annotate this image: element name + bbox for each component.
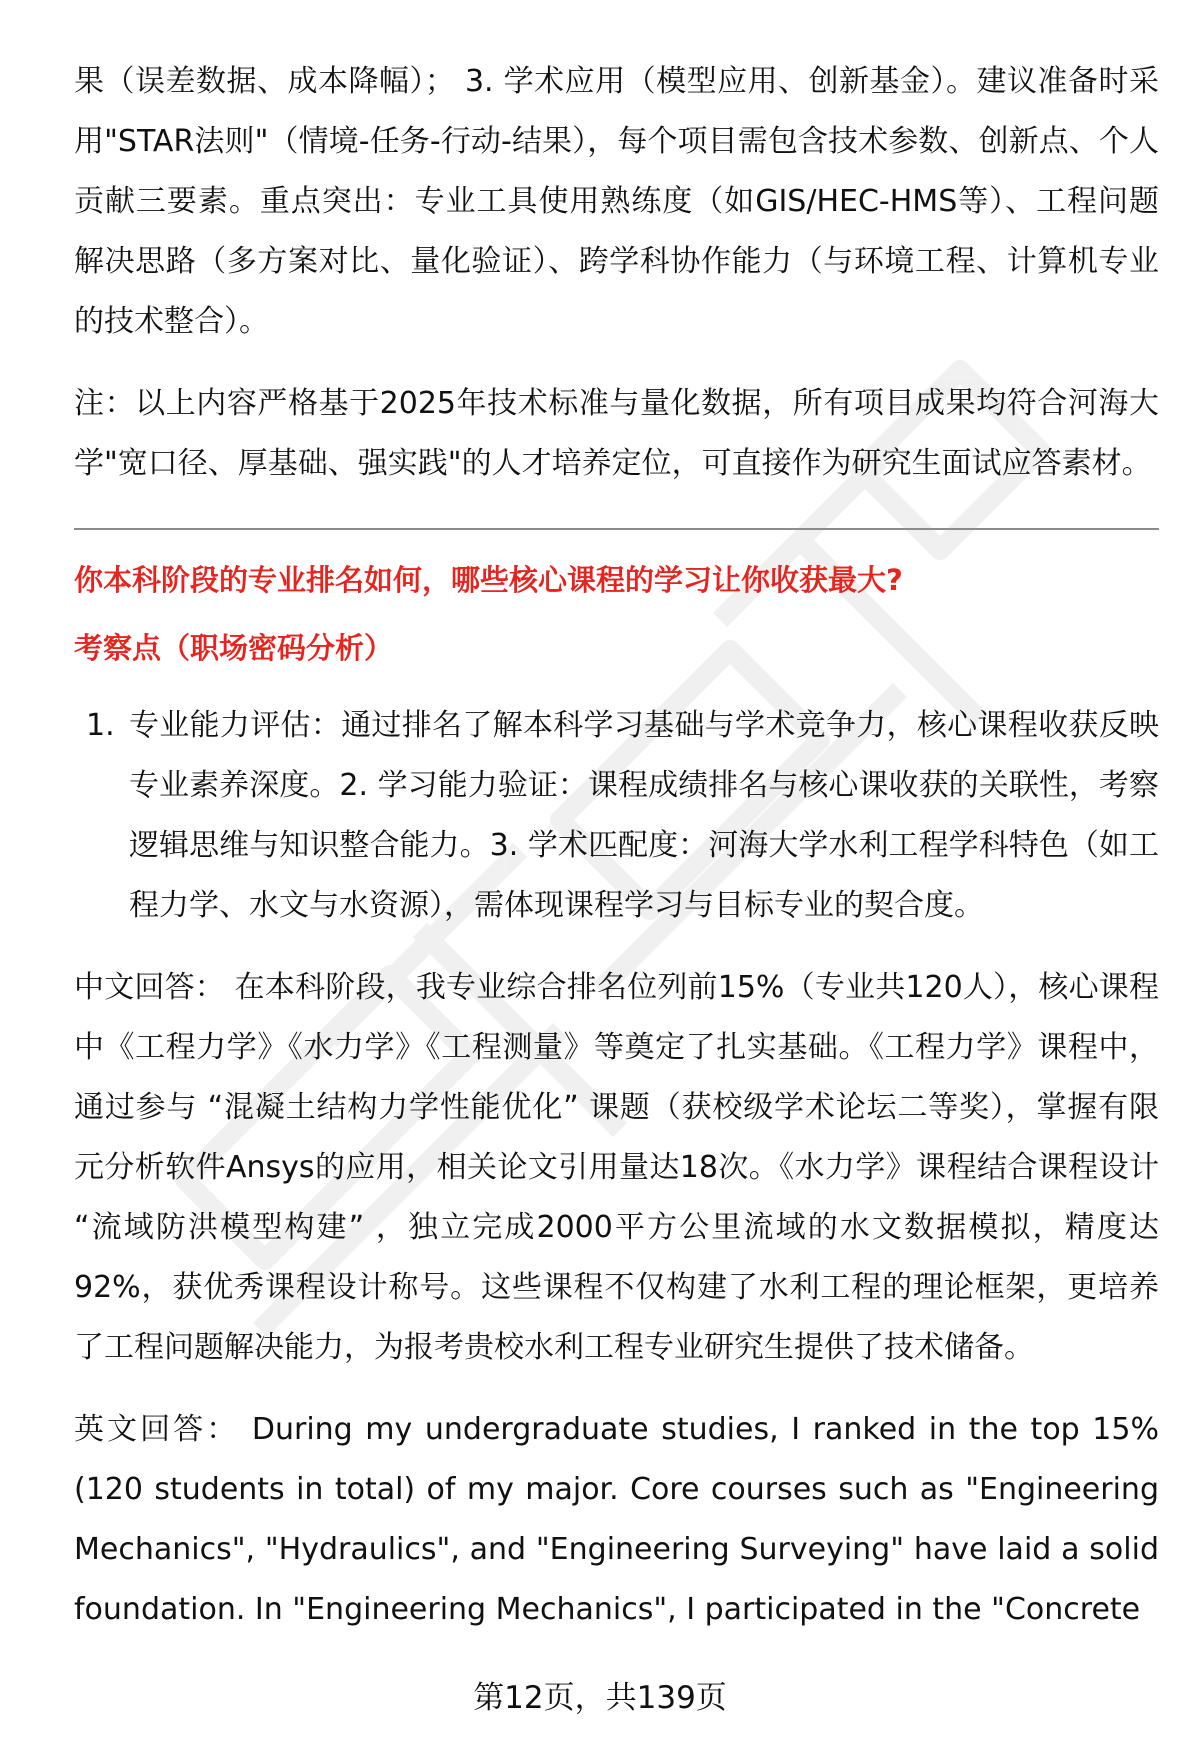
exam-point-heading: 考察点（职场密码分析） (74, 631, 394, 665)
question-heading: 你本科阶段的专业排名如何，哪些核心课程的学习让你收获最大? (74, 563, 903, 597)
intro-paragraph: 果（误差数据、成本降幅）； 3. 学术应用（模型应用、创新基金）。建议准备时采用"STAR法则"（情境-任务-行动-结果），每个项目需包含技术参数、创新点、个人贡献三要素。重点突出：专业工具使用熟练度（如GIS/HEC-HMS等）、工程问题解决思路（多方案对比、量化验证）、跨学科协作能力（与环境工程、计算机专业的技术整合）。 (74, 64, 1159, 339)
list-number: 1. (86, 708, 115, 743)
english-answer-paragraph: 英文回答： During my undergraduate studies, I ranked in the top 15% (120 students in total) of my major. Core courses such as "Engineering Mechanics", "Hydraulics", and "Engineering Surveying" have laid a solid foundation. In "Engineering Mechanics", I participated in the "Concrete (74, 1412, 1159, 1627)
numbered-list-item (74, 696, 1159, 936)
chinese-answer-paragraph: 中文回答： 在本科阶段，我专业综合排名位列前15%（专业共120人），核心课程中《工程力学》《水力学》《工程测量》等奠定了扎实基础。《工程力学》课程中，通过参与 “混凝土结构力学性能优化” 课题（获校级学术论坛二等奖），掌握有限元分析软件Ansys的应用，相关论文引用量达18次。《水力学》课程结合课程设计 “流域防洪模型构建” ，独立完成2000平方公里流域的水文数据模拟，精度达92%，获优秀课程设计称号。这些课程不仅构建了水利工程的理论框架，更培养了工程问题解决能力，为报考贵校水利工程专业研究生提供了技术储备。 (74, 970, 1159, 1365)
list-item-text: 专业能力评估：通过排名了解本科学习基础与学术竞争力，核心课程收获反映专业素养深度。2. 学习能力验证：课程成绩排名与核心课收获的关联性，考察逻辑思维与知识整合能力。3. 学术匹配度：河海大学水利工程学科特色（如工程力学、水文与水资源），需体现课程学习与目标专业的契合度。 (129, 708, 1159, 923)
section-divider (74, 528, 1159, 530)
note-paragraph: 注：以上内容严格基于2025年技术标准与量化数据，所有项目成果均符合河海大学"宽口径、厚基础、强实践"的人才培养定位，可直接作为研究生面试应答素材。 (74, 386, 1159, 481)
page-number-footer: 第12页，共139页 (473, 1680, 727, 1716)
document-page (74, 52, 1159, 1640)
